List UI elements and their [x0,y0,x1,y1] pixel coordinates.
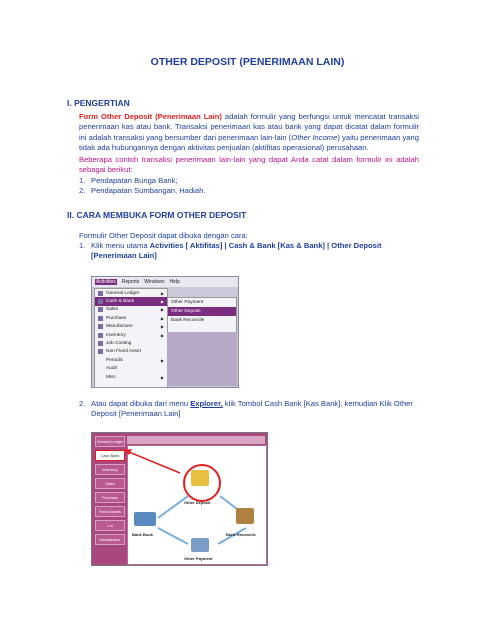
cash-bank-submenu [167,297,237,333]
definition-text: adalah formulir yang berfungsi untuk mencatat transaksi penerimaan kas atau bank. Transaksi penerimaan kas atau bank yang dapat dicatat dalam formulir ini adalah transaksi yang bersumber dari penerimaan lain-lain ( [79,112,419,142]
node-bank-reconcile[interactable]: Bank Reconcile [226,532,256,537]
section-heading-pengertian: I. PENGERTIAN [67,98,130,108]
definition-paragraph [79,112,419,154]
sidebar-item-cash-bank[interactable]: Cash Bank [95,450,125,461]
examples-intro: Beberapa contoh transaksi penerimaan lain-lain yang dapat Anda catat dalam formulir ini adalah sebagai berikut: [79,155,419,175]
menu-item-audit[interactable]: Audit [106,366,117,372]
menu-item-cash-bank[interactable]: Cash & Bank ▶ [95,297,167,305]
step-1: 1. Klik menu utama Activities [ Aktifitas] | Cash & Bank [Kas & Bank] | Other Deposit [Penerimaan Lain] [79,241,382,261]
steps-intro: Formulir Other Deposit dapat dibuka dengan cara: [79,231,248,240]
node-other-deposit[interactable]: Other Deposit [184,500,211,505]
submenu-bank-reconcile[interactable]: Bank Reconcile [171,318,205,323]
purchase-icon [98,316,103,321]
menu-item-periodic[interactable]: Periodic ▶ [106,357,164,363]
submenu-other-payment[interactable]: Other Payment [171,300,204,305]
activities-dropdown [94,288,168,388]
menu-item-general-ledger[interactable]: General Ledger ▶ [95,289,167,297]
definition-italic: Other Income [291,132,338,142]
menu-item-inventory[interactable]: Inventory ▶ [95,331,167,339]
definition-lead: Form Other Deposit (Penerimaan Lain) [79,112,222,121]
menu-path: Activities [ Aktifitas] | Cash & Bank [Kas & Bank] | Other Deposit [Penerimaan Lain] [91,241,382,261]
menu-activities[interactable]: Activities [96,279,116,285]
sidebar-item-purchase[interactable]: Purchase [95,492,125,503]
menu-item-non-fixed-asset[interactable]: Non Fixed Asset [95,348,167,356]
asset-icon [98,349,103,354]
general-ledger-icon [98,291,103,296]
examples-list [79,176,205,197]
explorer-link[interactable]: Explorer, [190,399,223,408]
submenu-other-deposit[interactable]: Other Deposit [168,307,236,316]
node-other-payment[interactable]: Other Payment [184,556,213,561]
menu-reports[interactable]: Reports [121,279,140,285]
activities-menu-screenshot [91,276,239,388]
sidebar-item-inventory[interactable]: Inventory [95,464,125,475]
step-2: 2. Atau dapat dibuka dari menu Explorer, klik Tombol Cash Bank [Kas Bank], kemudian Klik Other Deposit [Penerimaan Lain] [79,399,413,419]
sidebar-item-general-ledger[interactable]: General Ledger [95,436,125,447]
menu-bar [92,277,238,287]
explorer-screenshot [91,432,268,566]
menu-item-misc[interactable]: Misc ▶ [106,374,164,380]
menu-item-manufacture[interactable]: Manufacture ▶ [95,323,167,331]
menu-item-sales[interactable]: Sales ▶ [95,306,167,314]
menu-item-purchase[interactable]: Purchase ▶ [95,314,167,322]
sidebar-item-fixed-assets[interactable]: Fixed Assets [95,506,125,517]
node-bank-book[interactable]: Bank Book [132,532,153,537]
menu-windows[interactable]: Windows [144,279,165,285]
inventory-icon [98,333,103,338]
definition-end: ) yaitu penerimaan yang tidak ada hubungannya dengan aktivitas penjualan (aktifitas operasional) perusahaan. [79,132,419,153]
list-item: 2. Pendapatan Sumbangan, Hadiah. [79,186,206,196]
sidebar-item-sales[interactable]: Sales [95,478,125,489]
menu-help[interactable]: Help [169,279,180,285]
cash-bank-icon [98,299,103,304]
list-item: 1. Pendapatan Bunga Bank; [79,176,178,185]
manufacture-icon [98,324,103,329]
section-heading-cara-membuka: II. CARA MEMBUKA FORM OTHER DEPOSIT [67,210,247,220]
page-title: OTHER DEPOSIT (PENERIMAAN LAIN) [150,56,345,68]
background-panel [167,332,237,386]
job-costing-icon [98,341,103,346]
sales-icon [98,307,103,312]
sidebar-item-manufacture[interactable]: Manufacture [95,534,125,545]
menu-item-job-costing[interactable]: Job Costing [95,339,167,347]
pointer-arrow [92,433,267,565]
sidebar-item-lot[interactable]: Lot [95,520,125,531]
